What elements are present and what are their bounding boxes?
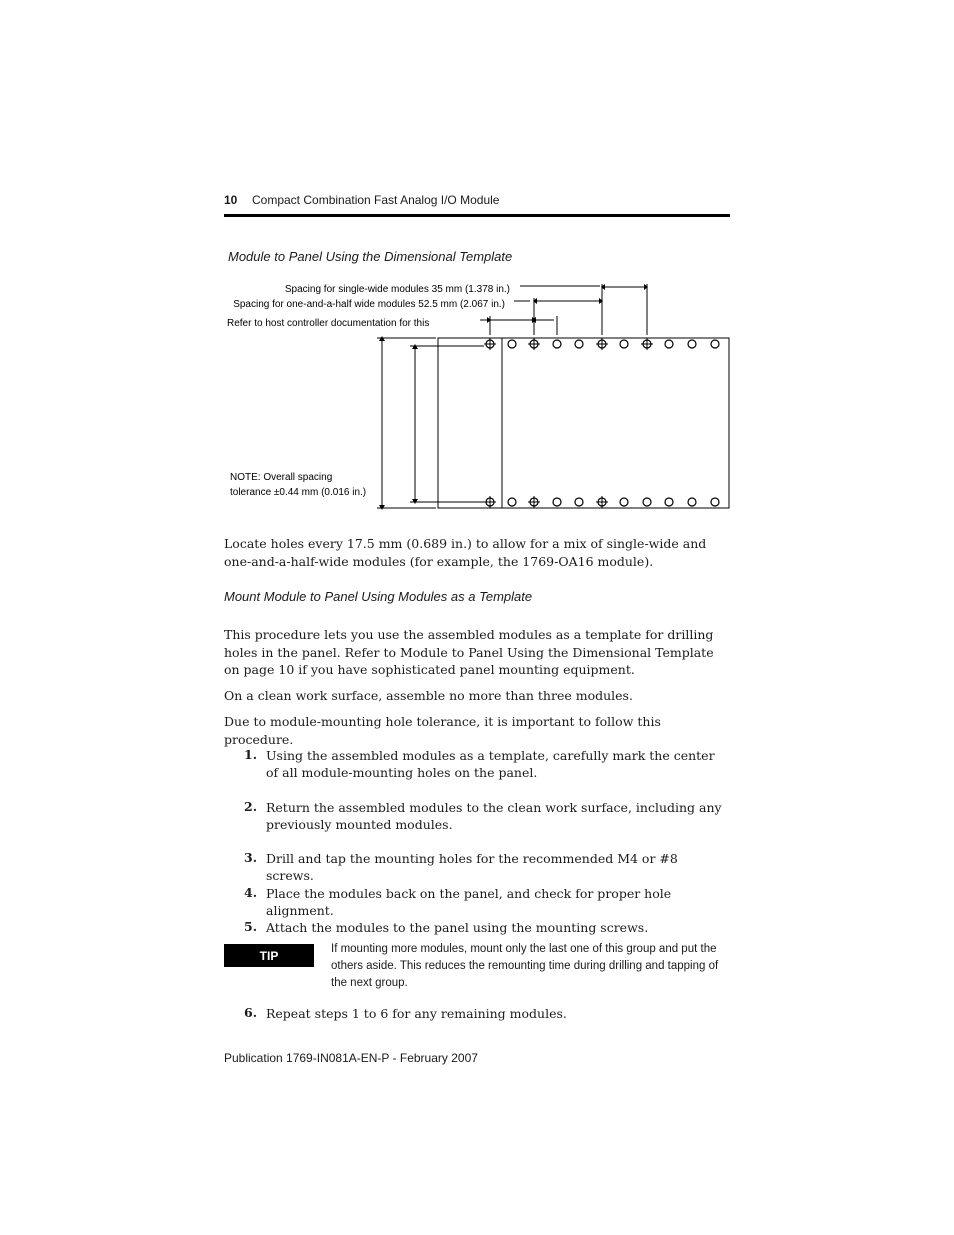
hole — [711, 340, 719, 348]
step-text: Using the assembled modules as a template, carefully mark the center of all module-mounting holes on the panel. — [266, 748, 715, 780]
hole — [665, 340, 673, 348]
note-line-1: NOTE: Overall spacing — [230, 472, 333, 483]
tip-label: TIP — [224, 944, 314, 967]
hole — [575, 340, 583, 348]
hole — [620, 340, 628, 348]
step-number: 3. — [244, 850, 258, 865]
hole — [711, 498, 719, 506]
assemble-paragraph: On a clean work surface, assemble no more than three modules. — [224, 688, 633, 703]
note-line-2: tolerance ±0.44 mm (0.016 in.) — [230, 487, 367, 498]
step-text: Repeat steps 1 to 6 for any remaining modules. — [266, 1006, 567, 1021]
locate-holes-paragraph: Locate holes every 17.5 mm (0.689 in.) to allow for a mix of single-wide and one-and-a-half-wide modules (for example, the 1769-OA16 module). — [224, 536, 707, 569]
tolerance-paragraph: Due to module-mounting hole tolerance, it is important to follow this procedure. — [224, 714, 661, 747]
running-header-title: Compact Combination Fast Analog I/O Module — [252, 193, 500, 207]
step-text: Return the assembled modules to the clean work surface, including any previously mounted modules. — [266, 800, 722, 832]
step-text: Drill and tap the mounting holes for the recommended M4 or #8 screws. — [266, 851, 678, 883]
hole — [620, 498, 628, 506]
procedure-intro-paragraph: This procedure lets you use the assembled modules as a template for drilling holes in the panel. Refer to Module to Panel Using the Dimensional Template on page 10 if you have sophisticated panel mounting equipment. — [224, 627, 714, 677]
publication-footer: Publication 1769-IN081A-EN-P - February 2007 — [224, 1051, 478, 1065]
hole — [508, 340, 516, 348]
step-number: 1. — [244, 747, 258, 762]
step-number: 6. — [244, 1005, 258, 1020]
step-number: 4. — [244, 885, 258, 900]
hole — [553, 340, 561, 348]
section-heading-modules-template: Mount Module to Panel Using Modules as a Template — [224, 589, 533, 604]
hole — [665, 498, 673, 506]
step-text: Place the modules back on the panel, and check for proper hole alignment. — [266, 886, 672, 918]
label-single-wide-spacing: Spacing for single-wide modules 35 mm (1.378 in.) — [284, 284, 510, 295]
hole — [553, 498, 561, 506]
hole — [688, 340, 696, 348]
section-heading-dimensional-template: Module to Panel Using the Dimensional Template — [228, 249, 513, 264]
hole — [688, 498, 696, 506]
label-one-and-half-spacing: Spacing for one-and-a-half wide modules 52.5 mm (2.067 in.) — [233, 299, 505, 310]
hole — [575, 498, 583, 506]
page-number: 10 — [224, 193, 238, 207]
step-number: 5. — [244, 919, 258, 934]
label-host-controller: Refer to host controller documentation for this — [227, 318, 430, 329]
step-text: Attach the modules to the panel using the mounting screws. — [266, 920, 649, 935]
step-number: 2. — [244, 799, 258, 814]
hole — [508, 498, 516, 506]
tip-text: If mounting more modules, mount only the last one of this group and put the others aside. This reduces the remounting time during drilling and tapping of the next group. — [331, 943, 719, 989]
hole — [643, 498, 651, 506]
